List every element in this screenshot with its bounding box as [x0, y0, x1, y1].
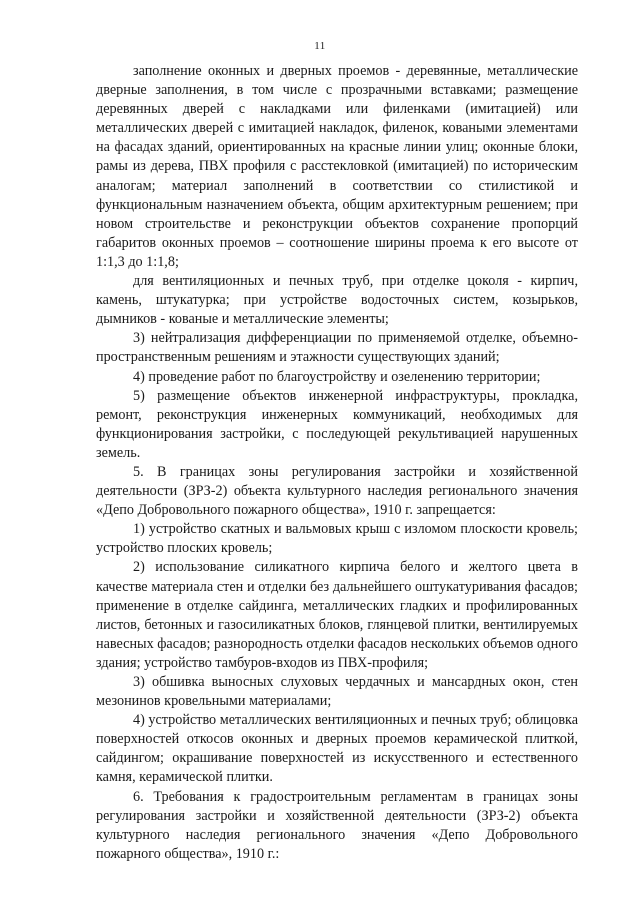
paragraph-item-5-infrastructure: 5) размещение объектов инженерной инфраструктуры, прокладка, ремонт, реконструкция инженерных коммуникаций, необходимых для функционирования застройки, с последующей рекультивацией нарушенных земель.: [96, 387, 578, 461]
page-number: 11: [314, 40, 326, 52]
paragraph-window-door-fill: заполнение оконных и дверных проемов - деревянные, металлические дверные заполнения, в том числе с прозрачными вставками; размещение деревянных дверей с накладками или филенками (имитацией) или металлических дверей с имитацией накладок, филенок, коваными элементами на фасадах зданий, ориентированных на красные линии улиц; оконные блоки, рамы из дерева, ПВХ профиля с расстекловкой (имитацией) по историческим аналогам; материал заполнений в соответствии со стилистикой и функциональным назначением объекта, общим архитектурным решением; при новом строительстве и реконструкции объектов сохранение пропорций габаритов оконных проемов – соотношение ширины проема к его высоте от 1:1,3 до 1:1,8;: [96, 63, 578, 270]
paragraph-prohibited-item-4: 4) устройство металлических вентиляционных и печных труб; облицовка поверхностей откосов оконных и дверных проемов керамической плиткой, сайдингом; окрашивание поверхностей из искусственного и естественного камня, керамической плитки.: [96, 712, 578, 786]
paragraph-section-5-prohibited: 5. В границах зоны регулирования застройки и хозяйственной деятельности (ЗРЗ-2) объекта культурного наследия регионального значения «Депо Добровольного пожарного общества», 1910 г. запрещается:: [96, 463, 578, 519]
paragraph-prohibited-item-3: 3) обшивка выносных слуховых чердачных и мансардных окон, стен мезонинов кровельными материалами;: [96, 674, 578, 710]
paragraph-prohibited-item-1: 1) устройство скатных и вальмовых крыш с изломом плоскости кровель; устройство плоских кровель;: [96, 521, 578, 557]
paragraph-section-6-requirements: 6. Требования к градостроительным регламентам в границах зоны регулирования застройки и хозяйственной деятельности (ЗРЗ-2) объекта культурного наследия регионального значения «Депо Добровольного пожарного общества», 1910 г.:: [96, 788, 578, 862]
document-body: [96, 62, 578, 864]
paragraph-pipes-plinth: для вентиляционных и печных труб, при отделке цоколя - кирпич, камень, штукатурка; при устройстве водосточных систем, козырьков, дымников - кованые и металлические элементы;: [96, 273, 578, 328]
paragraph-item-3-neutralization: 3) нейтрализация дифференциации по применяемой отделке, объемно-пространственным решениям и этажности существующих зданий;: [96, 330, 578, 366]
paragraph-item-4-landscaping: 4) проведение работ по благоустройству и озеленению территории;: [133, 368, 541, 385]
paragraph-prohibited-item-2: 2) использование силикатного кирпича белого и желтого цвета в качестве материала стен и отделки без дальнейшего оштукатуривания фасадов; применение в отделке сайдинга, металлических гладких и профилированных листов, бетонных и газосиликатных блоков, глянцевой плитки, вентилируемых навесных фасадов; разнородность отделки фасадов нескольких объемов одного здания; устройство тамбуров-входов из ПВХ-профиля;: [96, 559, 578, 671]
